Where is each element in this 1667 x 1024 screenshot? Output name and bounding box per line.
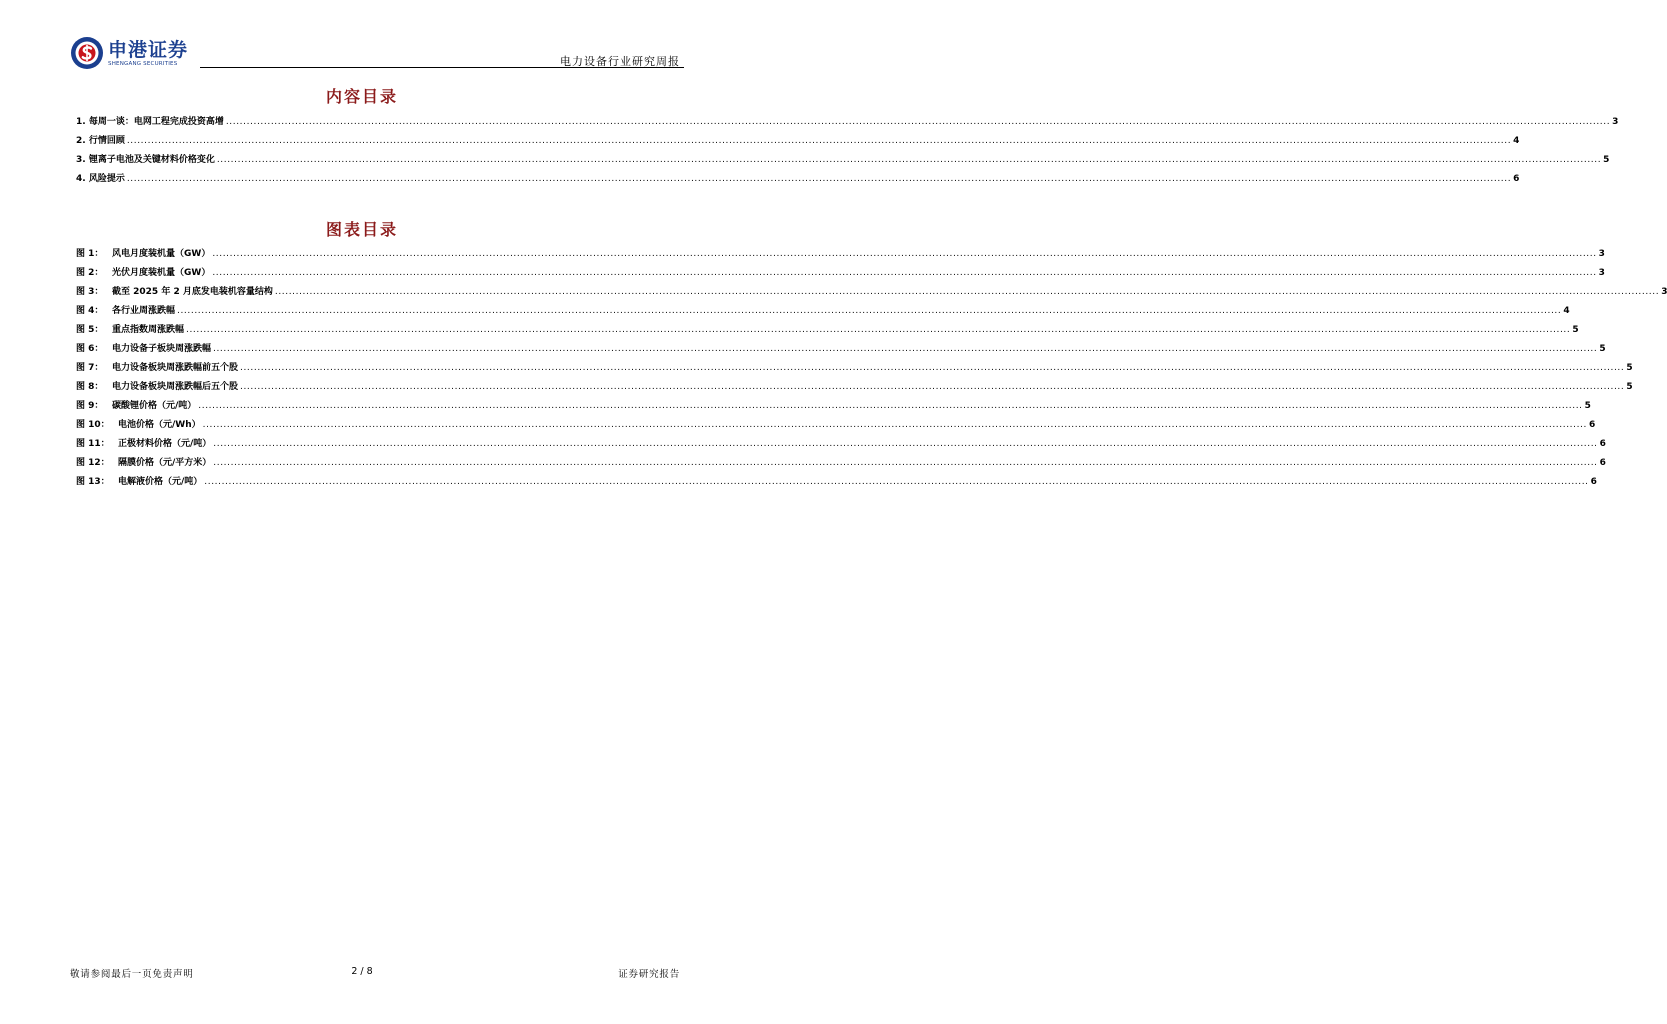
disclaimer-note: 敬请参阅最后一页免责声明	[70, 969, 194, 980]
page-number: 5	[1599, 344, 1606, 354]
dot-leader: ................................................................................................................................................................................................................................................................................................................................................................................................................	[126, 136, 1512, 146]
page-number: 5	[1584, 401, 1591, 411]
figure-entry[interactable]	[76, 360, 1633, 379]
dot-leader: ................................................................................................................................................................................................................................................................................................................................................................................................................	[225, 117, 1611, 127]
dot-leader: ................................................................................................................................................................................................................................................................................................................................................................................................................	[212, 249, 1597, 259]
dot-leader: ................................................................................................................................................................................................................................................................................................................................................................................................................	[198, 401, 1583, 411]
page-number: 5	[1626, 363, 1633, 373]
toc-entry[interactable]	[76, 133, 1520, 152]
toc-list	[76, 114, 1619, 190]
logo-chinese-name: 申港证券	[108, 38, 189, 61]
page-number: 4	[1563, 306, 1570, 316]
toc-entry[interactable]	[76, 171, 1520, 190]
dot-leader: ................................................................................................................................................................................................................................................................................................................................................................................................................	[216, 155, 1602, 165]
page-number: 6	[1599, 458, 1606, 468]
figure-number: 图 9：	[76, 401, 104, 411]
figures-title: 图表目录	[325, 220, 398, 239]
toc-entry[interactable]	[76, 114, 1619, 133]
page-number: 5	[1603, 155, 1610, 165]
entry-label-group	[76, 265, 210, 278]
figure-caption: 重点指数周涨跌幅	[112, 325, 185, 335]
toc-title: 内容目录	[325, 87, 398, 106]
toc-entry-label: 1. 每周一谈：电网工程完成投资高增	[76, 117, 224, 127]
figure-caption: 各行业周涨跌幅	[112, 306, 176, 316]
entry-label-group	[76, 455, 211, 468]
figure-entry[interactable]	[76, 303, 1570, 322]
figure-caption: 电力设备子板块周涨跌幅	[112, 344, 212, 354]
dot-leader: ................................................................................................................................................................................................................................................................................................................................................................................................................	[126, 174, 1512, 184]
figure-entry[interactable]	[76, 417, 1596, 436]
figure-entry[interactable]	[76, 322, 1579, 341]
dot-leader: ................................................................................................................................................................................................................................................................................................................................................................................................................	[240, 382, 1625, 392]
entry-label-group	[76, 417, 201, 430]
dot-leader: ................................................................................................................................................................................................................................................................................................................................................................................................................	[240, 363, 1625, 373]
dot-leader: ................................................................................................................................................................................................................................................................................................................................................................................................................	[204, 477, 1589, 487]
dot-leader: ................................................................................................................................................................................................................................................................................................................................................................................................................	[274, 287, 1660, 297]
figure-caption: 隔膜价格（元/平方米）	[118, 458, 212, 468]
figure-entry[interactable]	[76, 455, 1606, 474]
page-number: 5	[1572, 325, 1579, 335]
figure-caption: 正极材料价格（元/吨）	[118, 439, 212, 449]
dot-leader: ................................................................................................................................................................................................................................................................................................................................................................................................................	[213, 458, 1598, 468]
figure-caption: 截至 2025 年 2 月底发电装机容量结构	[112, 287, 273, 297]
dot-leader: ................................................................................................................................................................................................................................................................................................................................................................................................................	[186, 325, 1571, 335]
toc-entry-label: 4. 风险提示	[76, 174, 125, 184]
entry-label-group	[76, 152, 215, 165]
entry-label-group	[76, 398, 196, 411]
figure-entry[interactable]	[76, 398, 1591, 417]
figure-caption: 电力设备板块周涨跌幅后五个股	[112, 382, 239, 392]
figure-number: 图 6：	[76, 344, 104, 354]
dot-leader: ................................................................................................................................................................................................................................................................................................................................................................................................................	[213, 344, 1598, 354]
page-number: 3	[1612, 117, 1619, 127]
toc-entry-label: 2. 行情回顾	[76, 136, 125, 146]
figure-number: 图 5：	[76, 325, 104, 335]
figure-number: 图 7：	[76, 363, 104, 373]
figure-number: 图 2：	[76, 268, 104, 278]
page-number: 4	[1513, 136, 1520, 146]
shengang-logo-icon	[70, 36, 104, 70]
figure-number: 图 4：	[76, 306, 104, 316]
figure-caption: 电解液价格（元/吨）	[118, 477, 203, 487]
figure-caption: 电池价格（元/Wh）	[118, 420, 201, 430]
figure-number: 图 13：	[76, 477, 110, 487]
page-number: 3	[1598, 249, 1605, 259]
figure-entry[interactable]	[76, 474, 1597, 493]
document-type: 证券研究报告	[618, 969, 680, 980]
page-number: 6	[1599, 439, 1606, 449]
figure-entry[interactable]	[76, 265, 1605, 284]
figure-entry[interactable]	[76, 379, 1633, 398]
figure-entry[interactable]	[76, 436, 1606, 455]
figure-entry[interactable]	[76, 284, 1667, 303]
page-number: 6	[1590, 477, 1597, 487]
entry-label-group	[76, 379, 238, 392]
entry-label-group	[76, 284, 273, 297]
entry-label-group	[76, 341, 211, 354]
figure-caption: 风电月度装机量（GW）	[112, 249, 211, 259]
entry-label-group	[76, 360, 238, 373]
figure-number: 图 10：	[76, 420, 110, 430]
dot-leader: ................................................................................................................................................................................................................................................................................................................................................................................................................	[177, 306, 1562, 316]
page-number: 3	[1598, 268, 1605, 278]
entry-label-group	[76, 114, 224, 127]
report-type-label: 电力设备行业研究周报	[560, 55, 680, 68]
entry-label-group	[76, 171, 125, 184]
page-number: 5	[1626, 382, 1633, 392]
figure-caption: 光伏月度装机量（GW）	[112, 268, 211, 278]
figure-caption: 电力设备板块周涨跌幅前五个股	[112, 363, 239, 373]
logo-english-name: SHENGANG SECURITIES	[108, 60, 178, 67]
dot-leader: ................................................................................................................................................................................................................................................................................................................................................................................................................	[202, 420, 1587, 430]
entry-label-group	[76, 322, 184, 335]
entry-label-group	[76, 474, 202, 487]
figure-number: 图 8：	[76, 382, 104, 392]
entry-label-group	[76, 436, 211, 449]
page-number: 6	[1588, 420, 1596, 430]
entry-label-group	[76, 303, 175, 316]
figure-number: 图 1：	[76, 249, 104, 259]
figure-number: 图 12：	[76, 458, 110, 468]
figures-list	[76, 246, 1667, 493]
page-indicator: 2 / 8	[351, 966, 373, 977]
dot-leader: ................................................................................................................................................................................................................................................................................................................................................................................................................	[213, 439, 1598, 449]
toc-entry[interactable]	[76, 152, 1610, 171]
page-number: 3	[1661, 287, 1667, 297]
figure-entry[interactable]	[76, 341, 1606, 360]
toc-entry-label: 3. 锂离子电池及关键材料价格变化	[76, 155, 215, 165]
entry-label-group	[76, 246, 210, 259]
company-logo	[70, 36, 188, 70]
figure-number: 图 11：	[76, 439, 110, 449]
figure-entry[interactable]	[76, 246, 1605, 265]
figure-caption: 碳酸锂价格（元/吨）	[112, 401, 197, 411]
figure-number: 图 3：	[76, 287, 104, 297]
dot-leader: ................................................................................................................................................................................................................................................................................................................................................................................................................	[212, 268, 1597, 278]
entry-label-group	[76, 133, 125, 146]
header-divider	[200, 67, 684, 68]
page-number: 6	[1513, 174, 1520, 184]
